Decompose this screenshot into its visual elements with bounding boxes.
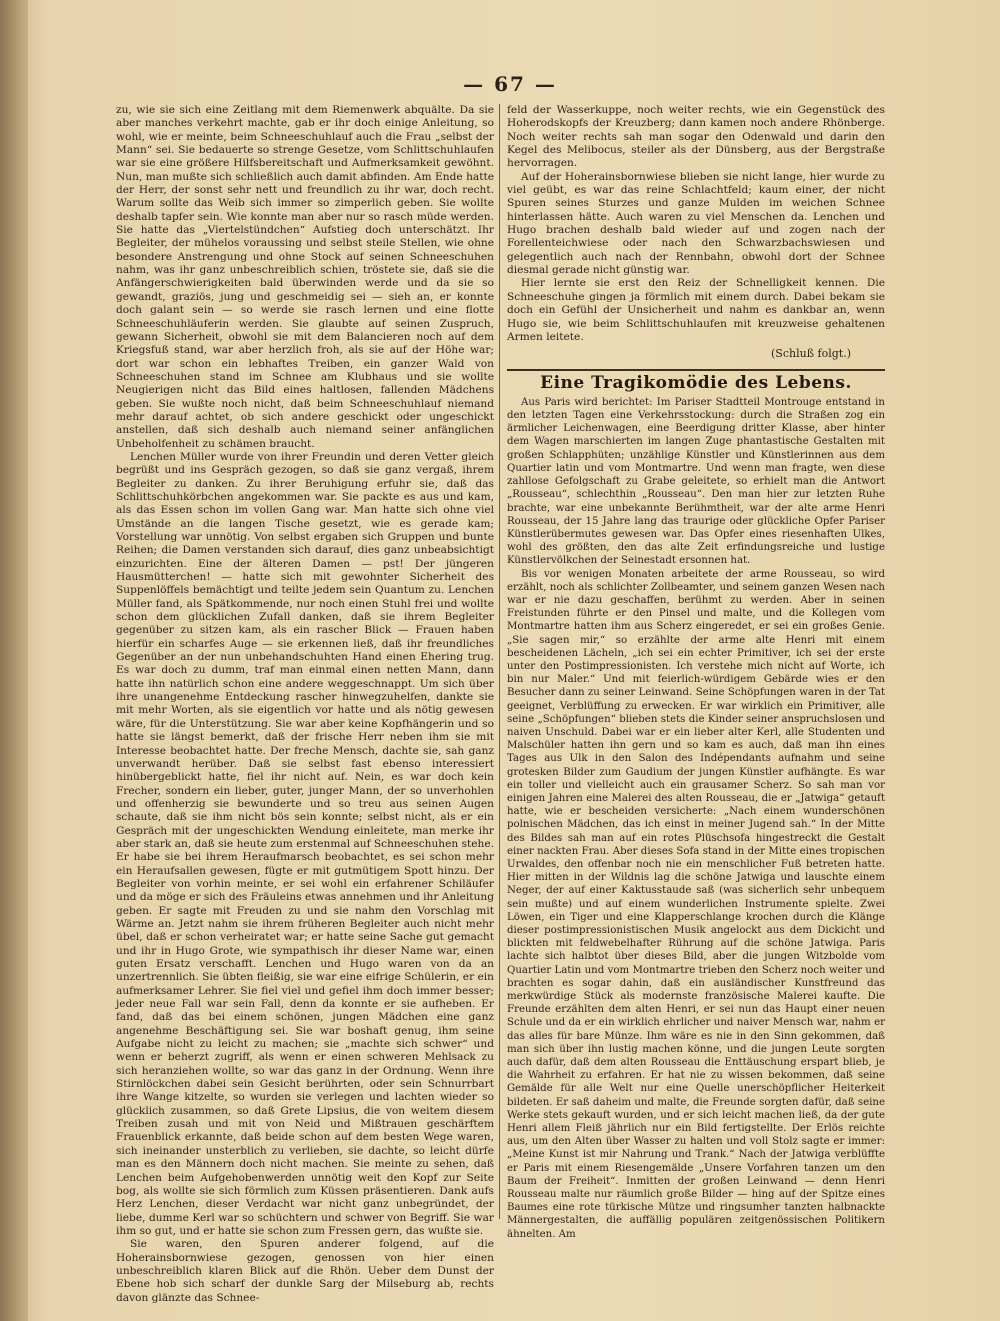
right-paragraph: Auf der Hoherainsbornwiese blieben sie nicht lange, hier wurde zu viel geübt, es war das reine Schlachtfeld; kaum einer, der nicht Spuren seines Sturzes und ganze Mulden im weichen Schnee hinterlassen hätte. Auch waren zu viel Menschen da. Lenchen und Hugo brachen deshalb bald wieder auf und zogen nach der Forellenteichwiese oder nach den Schwarzbachswiesen und gelegentlich auch nach der Rennbahn, obwohl dort der Schnee diesmal gerade nicht günstig war.	[507, 170, 885, 277]
right-paragraph: feld der Wasserkuppe, noch weiter rechts, wie ein Gegenstück des Hoherodskopfs der Kreuzberg; dann kamen noch andere Rhönberge. Noch weiter rechts sah man sogar den Odenwald und darin den Kegel des Melibocus, steiler als der Dünsberg, aus der Bergstraße hervorragen.	[507, 104, 885, 170]
left-paragraph: Lenchen Müller wurde von ihrer Freundin und deren Vetter gleich begrüßt und ins Gespräch gezogen, so daß sie ganz vergaß, ihrem Begleiter zu danken. Zu ihrer Beruhigung erfuhr sie, daß das Schlittschuhkörbchen angekommen war. Sie packte es aus und kam, als das Essen schon im vollen Gang war. Man hatte sich ohne viel Umstände an die langen Tische gesetzt, wie es gerade kam; Vorstellung war unnötig. Von selbst ergaben sich Gruppen und bunte Reihen; die Damen verstanden sich darauf, dies ganz unbeabsichtigt einzurichten. Eine der älteren Damen — pst! Der jüngeren Hausmütterchen! — hatte sich mit gewohnter Sicherheit des Suppenlöffels bemächtigt und teilte jedem sein Quantum zu. Lenchen Müller fand, als Spätkommende, nur noch einen Stuhl frei und wollte schon dem glücklichen Zufall danken, daß sie ihrem Begleiter gegenüber zu sitzen kam, als ein rascher Blick — Frauen haben hierfür ein scharfes Auge — sie erkennen ließ, daß ihr freundliches Gegenüber an der nun unbehandschuhten Hand einen Ehering trug. Es war doch zu dumm, traf man einmal einen netten Mann, dann hatte ihn natürlich schon eine andere weggeschnappt. Um sich über ihre unangenehme Entdeckung rascher hinwegzuhelfen, dankte sie mit mehr Worten, als sie eigentlich vor hatte und als nötig gewesen wäre, für die Unterstützung. Sie war aber keine Kopfhängerin und so hatte sie längst bemerkt, daß der frische Herr neben ihm sie mit Interesse beobachtet hatte. Der freche Mensch, dachte sie, sah ganz unverwandt herüber. Daß sie selbst fast ebenso interessiert hinübergeblickt hatte, fiel ihr nicht auf. Nein, es war doch kein Frecher, sondern ein lieber, guter, junger Mann, der so unverhohlen und offenherzig sie bewunderte und so treu aus seinen Augen schaute, daß sie ihm nicht bös sein konnte; selbst nicht, als er ein Gespräch mit der ungeschickten Wendung einleitete, man merke ihr aber stark an, daß sie heute zum erstenmal auf Schneeschuhen stehe. Er habe sie bei ihrem Heraufmarsch beobachtet, es sei schon mehr ein Heraufsallen gewesen, fügte er mit gutmütigem Spott hinzu. Der Begleiter von vorhin meinte, er sei wohl ein erfahrener Schiläufer und da möge er sich des Fräuleins etwas annehmen und ihr Anleitung geben. Er sagte mit Freuden zu und sie nahm den Vorschlag mit Wärme an. Jetzt nahm sie ihrem früheren Begleiter auch nicht mehr übel, daß er schon verheiratet war; er hatte seine Sache gut gemacht und ihr in Hugo Grote, wie sympathisch ihr dieser Name war, einen guten Ersatz verschafft. Lenchen und Hugo waren von da an unzertrennlich. Sie übten fleißig, sie war eine eifrige Schülerin, er ein aufmerksamer Lehrer. Sie fiel viel und gefiel ihm doch immer besser; jeder neue Fall war sein Fall, denn da konnte er sie aufheben. Er fand, daß das bei einem schönen, jungen Mädchen eine ganz angenehme Beschäftigung sei. Sie war boshaft genug, ihm seine Aufgabe nicht zu leicht zu machen; sie „machte sich schwer“ und wenn er beherzt zugriff, als wenn er einen schweren Mehlsack zu sich heranziehen wollte, so war das ganz in der Ordnung. Wenn ihre Stirnlöckchen dabei sein Gesicht berührten, oder sein Schnurrbart ihre Wange kitzelte, so wurden sie verlegen und lachten wieder so glücklich zusammen, so daß Grete Lipsius, die von weitem diesem Treiben zusah und mit von Neid und Mißtrauen geschärftem Frauenblick erkannte, daß beide schon auf dem besten Wege waren, sich ineinander unsterblich zu verlieben, sie dachte, so leicht dürfe man es den Männern doch nicht machen. Sie meinte zu sehen, daß Lenchen beim Aufgehobenwerden unnötig weit den Kopf zur Seite bog, als wollte sie sich förmlich zum Küssen präsentieren. Dank aufs Herz Lenchen, dieser Verdacht war nicht ganz unbegründet, der liebe, dumme Kerl war so schüchtern und schwer von Begriff. Sie war ihm so gut, und er hatte sie schon zum Fressen gern, das wußte sie.	[116, 450, 494, 1237]
article-paragraph: Aus Paris wird berichtet: Im Pariser Stadtteil Montrouge entstand in den letzten Tagen eine Verkehrsstockung: durch die Straßen zog ein ärmlicher Leichenwagen, eine Beerdigung dritter Klasse, aber hinter dem Wagen marschierten im langen Zuge phantastische Gestalten mit großen Schlapphüten; unzählige Künstler und Künstlerinnen aus dem Quartier latin und vom Montmartre. Und wenn man fragte, wen diese zahllose Gefolgschaft zu Grabe geleitete, so erhielt man die Antwort „Rousseau“, schlechthin „Rousseau“. Den man hier zur letzten Ruhe brachte, war eine unbekannte Berühmtheit, war der alte arme Henri Rousseau, der 15 Jahre lang das traurige oder glückliche Opfer Pariser Künstlerübermutes gewesen war. Das Opfer eines riesenhaften Ulkes, wohl des größten, den das alte Zeit erfindungsreiche und lustige Künstlervölkchen der Seinestadt ersonnen hat.	[507, 396, 885, 567]
article-paragraph: Bis vor wenigen Monaten arbeitete der arme Rousseau, so wird erzählt, noch als schlichter Zollbeamter, und seinem ganzen Wesen nach war er nie dazu geschaffen, berühmt zu werden. Aber in seinen Freistunden führte er den Pinsel und malte, und die Kollegen vom Montmartre hatten ihm aus Scherz eingeredet, er sei ein großes Genie. „Sie sagen mir,“ so erzählte der arme alte Henri mit einem bescheidenen Lächeln, „ich sei ein echter Primitiver, ich sei der erste unter den Postimpressionisten. Ich verstehe mich nicht auf Worte, ich bin nur Maler.“ Und mit feierlich-würdigem Gebärde wies er den Besucher dann zu seiner Leinwand. Seine Schöpfungen waren in der Tat geeignet, Verblüffung zu erwecken. Er war wirklich ein Primitiver, alle seine „Schöpfungen“ blieben stets die Kinder seiner anspruchslosen und naiven Unschuld. Dabei war er ein lieber alter Kerl, alle Studenten und Malschüler hatten ihn gern und so kam es auch, daß man ihn eines Tages aus Ulk in den Salon des Indépendants aufnahm und seine grotesken Bilder zum Gaudium der jungen Künstler aufhängte. Es war ein toller und vielleicht auch ein grausamer Scherz. So sah man vor einigen Jahren eine Malerei des alten Rousseau, die er „Jatwiga“ getauft hatte, wie er bescheiden versicherte: „Nach einem wunderschönen polnischen Mädchen, das ich einst in meiner Jugend sah.“ In der Mitte des Bildes sah man auf ein rotes Plüschsofa hingestreckt die Gestalt einer nackten Frau. Aber dieses Sofa stand in der Mitte eines tropischen Urwaldes, den offenbar noch nie ein menschlicher Fuß betreten hatte. Hier mitten in der Wildnis lag die schöne Jatwiga und lauschte einem Neger, der auf einer Kaktusstaude saß (was sicherlich sehr unbequem sein mußte) und auf einem wunderlichen Instrumente spielte. Zwei Löwen, ein Tiger und eine Klapperschlange krochen durch die Klänge dieser postimpressionistischen Musik angelockt aus dem Dickicht und blickten mit feldwebelhafter Rührung auf die schöne Jatwiga. Paris lachte sich halbtot über dieses Bild, aber die jungen Witzbolde vom Quartier Latin und vom Montmartre trieben den Scherz noch weiter und brachten es sogar dahin, daß ein ausländischer Kunstfreund das merkwürdige Stück als modernste französische Malerei kaufte. Die Freunde erzählten dem alten Henri, er sei nun das Haupt einer neuen Schule und da er ein wirklich ehrlicher und naiver Mensch war, nahm er das alles für bare Münze. Ihm wäre es nie in den Sinn gekommen, daß man sich über ihn lustig machen könne, und die jungen Leute sorgten auch dafür, daß dem alten Rousseau die Enttäuschung erspart blieb, je die Wahrheit zu erfahren. Er hat nie zu wissen bekommen, daß seine Gemälde für alle Welt nur eine Quelle unerschöpflicher Heiterkeit bildeten. Er saß daheim und malte, die Freunde sorgten dafür, daß seine Werke stets gekauft wurden, und er sich leicht machen ließ, da der gute Henri allem Fleiß jährlich nur ein Bild fertigstellte. Der Erlös reichte aus, um den Alten über Wasser zu halten und voll Stolz sagte er immer: „Meine Kunst ist mir Nahrung und Trank.“ Nach der Jatwiga verblüffte er Paris mit einem Riesengemälde „Unsere Vorfahren tanzen um den Baum der Freiheit“. Inmitten der großen Leinwand — denn Henri Rousseau malte nur räumlich große Bilder — hing auf der Spitze eines Baumes eine rote türkische Mütze und ringsumher tanzten halbnackte Männergestalten, die auffällig populären zeitgenössischen Politikern ähnelten. Am	[507, 568, 885, 1240]
section-separator-line	[507, 369, 885, 371]
continued-note: (Schluß folgt.)	[771, 347, 851, 361]
left-paragraph: zu, wie sie sich eine Zeitlang mit dem Riemenwerk abquälte. Da sie aber manches verkehrt machte, gab er ihr doch einige Anleitung, so wohl, wie er meinte, beim Schneeschuhlauf auch die Frau „selbst der Mann“ sei. Sie bedauerte so strenge Gesetze, vom Schlittschuhlaufen war sie eine größere Hilfsbereitschaft und Aufmerksamkeit gewöhnt. Nun, man mußte sich schließlich auch damit abfinden. Am Ende hatte der Herr, der sonst sehr nett und freundlich zu ihr war, doch recht. Warum sollte das Weib sich immer so zimperlich geben. Sie wollte deshalb tapfer sein. Wie konnte man aber nur so rasch müde werden. Sie hatte das „Viertelstündchen“ Aufstieg doch unterschätzt. Ihr Begleiter, der mühelos voraussing und selbst steile Stellen, wie ohne besondere Anstrengung und ohne Stock auf seinen Schneeschuhen nahm, was ihr ganz unbeschreiblich schien, tröstete sie, daß sie die Anfängerschwierigkeiten bald überwinden werde und da sie so gewandt, graziös, jung und geschmeidig sei — sieh an, er konnte doch galant sein — so werde sie rasch lernen und eine flotte Schneeschuhläuferin werden. Sie glaubte auf seinen Zuspruch, gewann Sicherheit, obwohl sie mit dem Balancieren noch auf dem Kriegsfuß stand, war aber herzlich froh, als sie auf der Höhe war; dort war schon ein lebhaftes Treiben, ein ganzer Wald von Schneeschuhen stand im Schnee am Klubhaus und sie wollte Neugierigen nicht das Bild eines haltlosen, fallenden Mädchens geben. Sie wußte noch nicht, daß beim Schneeschuhlauf niemand mehr darauf achtet, ob sich andere geschickt oder ungeschickt anstellen, daß sich deshalb auch niemand seiner anfänglichen Unbeholfenheit zu schämen braucht.	[116, 104, 494, 450]
article-body	[507, 396, 885, 1241]
previous-page-margin-fragment	[0, 560, 14, 1220]
right-column	[507, 104, 885, 1240]
left-column	[116, 104, 494, 1304]
column-divider	[499, 104, 500, 1219]
left-paragraph: Sie waren, den Spuren anderer folgend, auf die Hoherainsbornwiese gezogen, genossen von hier einen unbeschreiblich klaren Blick auf die Rhön. Ueber dem Dunst der Ebene hob sich scharf der dunkle Sarg der Milseburg ab, rechts davon glänzte das Schnee-	[116, 1238, 494, 1304]
right-paragraph: Hier lernte sie erst den Reiz der Schnelligkeit kennen. Die Schneeschuhe gingen ja förmlich mit einem durch. Dabei bekam sie doch ein Gefühl der Unsicherheit und nahm es dankbar an, wenn Hugo sie, wie beim Schlittschuhlaufen mit kreuzweise gehaltenen Armen leitete.	[507, 277, 885, 343]
page-number: — 67 —	[463, 72, 557, 96]
article-title: Eine Tragikomödie des Lebens.	[540, 372, 852, 393]
